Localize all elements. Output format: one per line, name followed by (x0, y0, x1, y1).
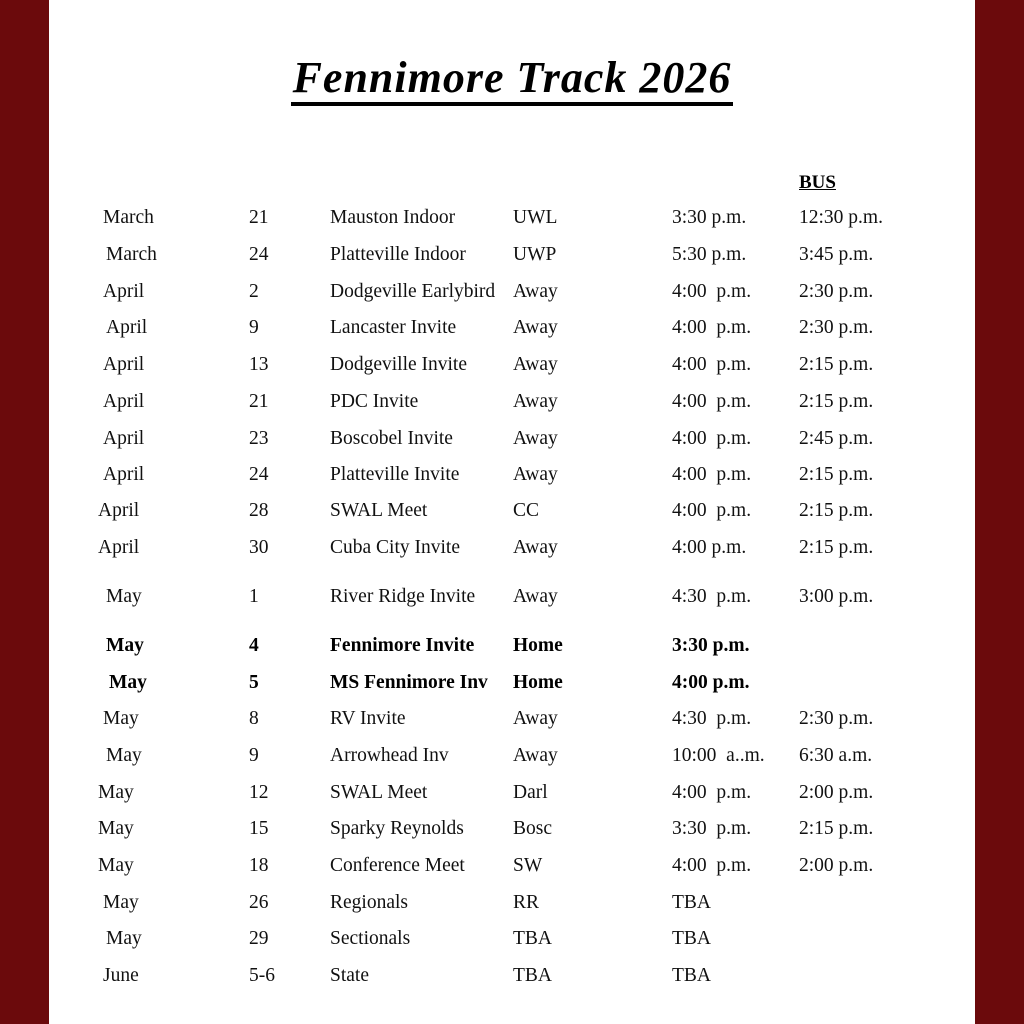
time-cell: 10:00 a..m. (672, 745, 765, 766)
schedule-row (0, 244, 1024, 268)
day-cell: 5-6 (249, 965, 275, 986)
location-cell: Away (513, 745, 558, 766)
day-cell: 4 (249, 635, 259, 656)
schedule-row (0, 672, 1024, 696)
time-cell: 4:00 p.m. (672, 500, 752, 521)
schedule-row (0, 537, 1024, 561)
bus-column-header: BUS (799, 172, 836, 193)
month-cell: April (98, 537, 140, 558)
month-cell: April (103, 354, 145, 375)
month-cell: May (106, 586, 142, 607)
event-cell: River Ridge Invite (330, 586, 476, 607)
event-cell: Boscobel Invite (330, 428, 453, 449)
location-cell: UWL (513, 207, 558, 228)
time-cell: 4:00 p.m. (672, 855, 752, 876)
bus-time-cell: 3:00 p.m. (799, 586, 874, 607)
time-cell: 4:00 p.m. (672, 537, 747, 558)
location-cell: CC (513, 500, 540, 521)
location-cell: Away (513, 464, 558, 485)
day-cell: 12 (249, 782, 269, 803)
bus-time-cell: 3:45 p.m. (799, 244, 874, 265)
day-cell: 29 (249, 928, 269, 949)
month-cell: May (106, 635, 144, 656)
schedule-row (0, 207, 1024, 231)
schedule-row (0, 317, 1024, 341)
month-cell: May (98, 782, 134, 803)
event-cell: SWAL Meet (330, 500, 428, 521)
location-cell: Away (513, 586, 558, 607)
bus-time-cell: 2:15 p.m. (799, 500, 874, 521)
month-cell: May (103, 708, 139, 729)
location-cell: Darl (513, 782, 548, 803)
event-cell: Mauston Indoor (330, 207, 456, 228)
day-cell: 8 (249, 708, 259, 729)
location-cell: TBA (513, 928, 552, 949)
day-cell: 21 (249, 391, 269, 412)
event-cell: Conference Meet (330, 855, 465, 876)
title-text: Fennimore Track 2026 (291, 54, 734, 106)
schedule-row (0, 500, 1024, 524)
time-cell: 4:00 p.m. (672, 391, 752, 412)
schedule-row (0, 354, 1024, 378)
location-cell: Bosc (513, 818, 552, 839)
bus-time-cell: 2:15 p.m. (799, 818, 874, 839)
month-cell: May (106, 928, 142, 949)
month-cell: April (103, 391, 145, 412)
day-cell: 9 (249, 745, 259, 766)
time-cell: 3:30 p.m. (672, 207, 747, 228)
bus-time-cell: 2:45 p.m. (799, 428, 874, 449)
month-cell: April (103, 428, 145, 449)
day-cell: 24 (249, 464, 269, 485)
bus-time-cell: 2:00 p.m. (799, 855, 874, 876)
bus-time-cell: 2:15 p.m. (799, 537, 874, 558)
time-cell: 4:00 p.m. (672, 782, 752, 803)
day-cell: 13 (249, 354, 269, 375)
event-cell: Dodgeville Invite (330, 354, 468, 375)
day-cell: 21 (249, 207, 269, 228)
schedule-row (0, 892, 1024, 916)
event-cell: MS Fennimore Inv (330, 672, 488, 693)
day-cell: 18 (249, 855, 269, 876)
month-cell: April (103, 281, 145, 302)
schedule-row (0, 855, 1024, 879)
time-cell: 4:00 p.m. (672, 317, 752, 338)
location-cell: RR (513, 892, 540, 913)
time-cell: 4:00 p.m. (672, 464, 752, 485)
location-cell: Away (513, 537, 558, 558)
bus-time-cell: 2:30 p.m. (799, 317, 874, 338)
bus-time-cell: 12:30 p.m. (799, 207, 883, 228)
month-cell: March (103, 207, 154, 228)
month-cell: May (109, 672, 147, 693)
month-cell: April (103, 464, 145, 485)
event-cell: Dodgeville Earlybird (330, 281, 496, 302)
time-cell: 5:30 p.m. (672, 244, 747, 265)
event-cell: SWAL Meet (330, 782, 428, 803)
location-cell: SW (513, 855, 543, 876)
time-cell: TBA (672, 965, 711, 986)
event-cell: Platteville Indoor (330, 244, 466, 265)
time-cell: TBA (672, 892, 711, 913)
location-cell: Away (513, 708, 558, 729)
event-cell: Sparky Reynolds (330, 818, 464, 839)
location-cell: UWP (513, 244, 557, 265)
bus-time-cell: 2:15 p.m. (799, 391, 874, 412)
month-cell: May (106, 745, 142, 766)
event-cell: Sectionals (330, 928, 411, 949)
time-cell: 4:30 p.m. (672, 586, 752, 607)
schedule-row (0, 708, 1024, 732)
location-cell: Away (513, 281, 558, 302)
event-cell: RV Invite (330, 708, 406, 729)
event-cell: Lancaster Invite (330, 317, 457, 338)
event-cell: PDC Invite (330, 391, 419, 412)
location-cell: Away (513, 317, 558, 338)
event-cell: Regionals (330, 892, 408, 913)
month-cell: May (98, 855, 134, 876)
time-cell: 4:00 p.m. (672, 428, 752, 449)
bus-time-cell: 2:30 p.m. (799, 281, 874, 302)
day-cell: 15 (249, 818, 269, 839)
location-cell: TBA (513, 965, 552, 986)
time-cell: 4:00 p.m. (672, 281, 752, 302)
location-cell: Away (513, 354, 558, 375)
event-cell: Arrowhead Inv (330, 745, 449, 766)
month-cell: April (106, 317, 148, 338)
schedule-row (0, 965, 1024, 989)
bus-time-cell: 2:30 p.m. (799, 708, 874, 729)
schedule-row (0, 745, 1024, 769)
schedule-row (0, 464, 1024, 488)
schedule-row (0, 428, 1024, 452)
day-cell: 1 (249, 586, 259, 607)
month-cell: March (106, 244, 157, 265)
page-title (0, 52, 1024, 106)
month-cell: May (98, 818, 134, 839)
time-cell: 4:00 p.m. (672, 354, 752, 375)
event-cell: Platteville Invite (330, 464, 460, 485)
location-cell: Home (513, 635, 563, 656)
time-cell: TBA (672, 928, 711, 949)
day-cell: 2 (249, 281, 259, 302)
time-cell: 4:00 p.m. (672, 672, 750, 693)
schedule-row (0, 391, 1024, 415)
day-cell: 5 (249, 672, 259, 693)
schedule-row (0, 635, 1024, 659)
day-cell: 30 (249, 537, 269, 558)
bus-time-cell: 2:00 p.m. (799, 782, 874, 803)
bus-time-cell: 6:30 a.m. (799, 745, 873, 766)
event-cell: Fennimore Invite (330, 635, 475, 656)
day-cell: 9 (249, 317, 259, 338)
location-cell: Away (513, 391, 558, 412)
bus-time-cell: 2:15 p.m. (799, 464, 874, 485)
time-cell: 4:30 p.m. (672, 708, 752, 729)
schedule-row (0, 818, 1024, 842)
schedule-row (0, 586, 1024, 610)
day-cell: 28 (249, 500, 269, 521)
schedule-row (0, 928, 1024, 952)
time-cell: 3:30 p.m. (672, 635, 750, 656)
month-cell: April (98, 500, 140, 521)
location-cell: Home (513, 672, 563, 693)
schedule-row (0, 782, 1024, 806)
month-cell: June (103, 965, 139, 986)
location-cell: Away (513, 428, 558, 449)
event-cell: Cuba City Invite (330, 537, 460, 558)
day-cell: 26 (249, 892, 269, 913)
time-cell: 3:30 p.m. (672, 818, 752, 839)
day-cell: 24 (249, 244, 269, 265)
day-cell: 23 (249, 428, 269, 449)
bus-time-cell: 2:15 p.m. (799, 354, 874, 375)
event-cell: State (330, 965, 369, 986)
schedule-row (0, 281, 1024, 305)
month-cell: May (103, 892, 139, 913)
